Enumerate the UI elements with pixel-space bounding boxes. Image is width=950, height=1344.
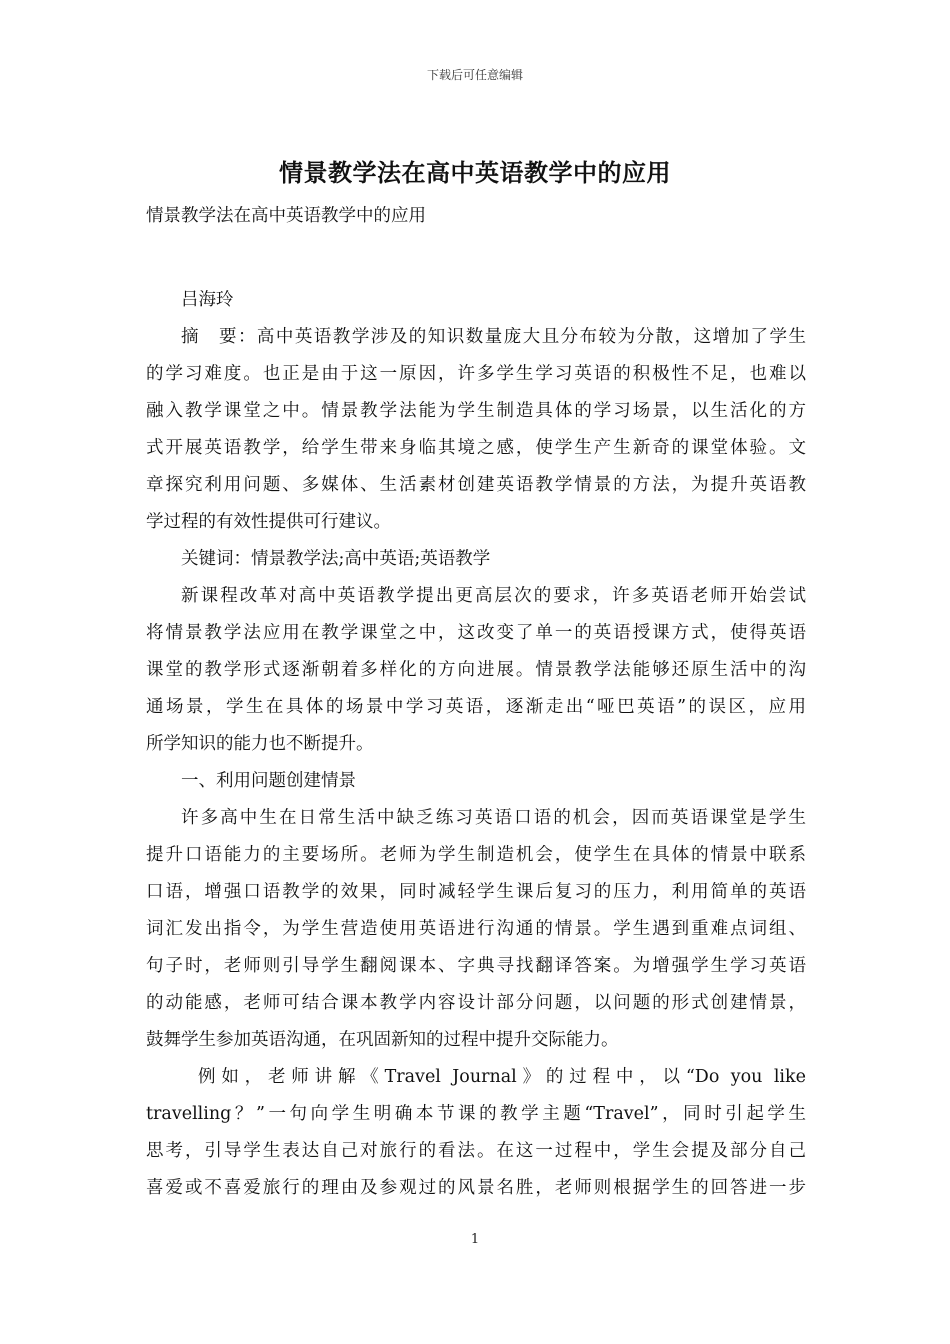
intro-line: 所学知识的能力也不断提升。 [146,734,374,754]
example-line: travelling？”一句向学生明确本节课的教学主题“Travel”，同时引起学生 [146,1104,806,1124]
header-note: 下载后可任意编辑 [426,68,523,82]
section1-paragraph [146,800,806,1059]
intro-line: 将情景教学法应用在教学课堂之中，这改变了单一的英语授课方式，使得英语 [146,623,806,643]
intro-line: 课堂的教学形式逐渐朝着多样化的方向进展。情景教学法能够还原生活中的沟 [146,660,806,680]
subtitle: 情景教学法在高中英语教学中的应用 [146,206,426,226]
section-heading: 一、利用问题创建情景 [181,771,356,791]
page-number: 1 [470,1232,480,1247]
example-line: 喜爱或不喜爱旅行的理由及参观过的风景名胜，老师则根据学生的回答进一步 [146,1178,806,1198]
section1-line: 提升口语能力的主要场所。老师为学生制造机会，使学生在具体的情景中联系 [146,845,806,865]
section1-line: 许多高中生在日常生活中缺乏练习英语口语的机会，因而英语课堂是学生 [181,808,806,828]
section1-line: 鼓舞学生参加英语沟通，在巩固新知的过程中提升交际能力。 [146,1030,619,1050]
example-line: 思考，引导学生表达自己对旅行的看法。在这一过程中，学生会提及部分自己 [146,1141,806,1161]
section1-line: 词汇发出指令，为学生营造使用英语进行沟通的情景。学生遇到重难点词组、 [146,919,806,939]
section1-line: 的动能感，老师可结合课本教学内容设计部分问题，以问题的形式创建情景， [146,993,806,1013]
abstract-line: 学过程的有效性提供可行建议。 [146,512,391,532]
section1-line: 句子时，老师则引导学生翻阅课本、字典寻找翻译答案。为增强学生学习英语 [146,956,806,976]
keywords: 关键词：情景教学法;高中英语;英语教学 [181,549,491,569]
document-body [146,198,806,1207]
abstract-line: 融入教学课堂之中。情景教学法能为学生制造具体的学习场景，以生活化的方 [146,401,806,421]
abstract-line: 章探究利用问题、多媒体、生活素材创建英语教学情景的方法，为提升英语教 [146,475,806,495]
example-line: 例如，老师讲解《Travel Journal》的过程中，以“Do you like [198,1067,806,1087]
abstract-line: 摘 要：高中英语教学涉及的知识数量庞大且分布较为分散，这增加了学生 [181,327,806,347]
intro-paragraph [146,578,806,763]
abstract-paragraph [146,319,806,541]
abstract-line: 式开展英语教学，给学生带来身临其境之感，使学生产生新奇的课堂体验。文 [146,438,806,458]
intro-line: 通场景，学生在具体的场景中学习英语，逐渐走出“哑巴英语”的误区，应用 [146,697,806,717]
document-title: 情景教学法在高中英语教学中的应用 [279,158,671,187]
abstract-line: 的学习难度。也正是由于这一原因，许多学生学习英语的积极性不足，也难以 [146,364,806,384]
example-paragraph [146,1059,806,1207]
spacer [146,235,806,282]
section1-line: 口语，增强口语教学的效果，同时减轻学生课后复习的压力，利用简单的英语 [146,882,806,902]
author-name: 吕海玲 [181,290,234,310]
intro-line: 新课程改革对高中英语教学提出更高层次的要求，许多英语老师开始尝试 [181,586,806,606]
